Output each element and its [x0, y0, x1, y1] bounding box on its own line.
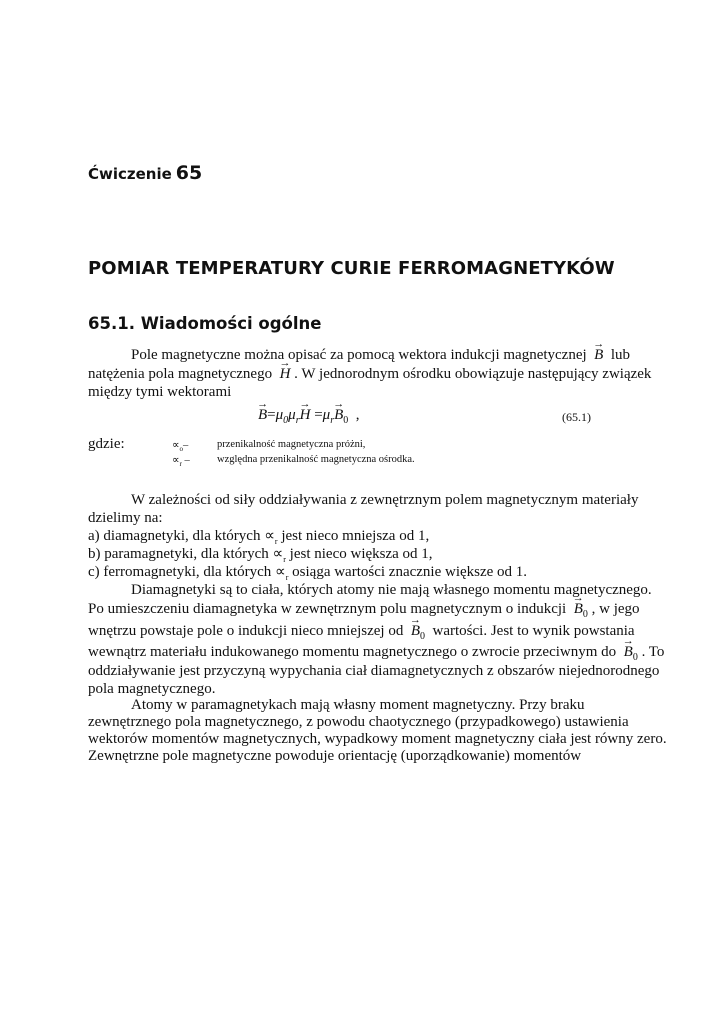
para3-line3-text: wnętrzu powstaje pole o indukcji nieco mniejszej od: [88, 623, 404, 639]
para1-line1-text: Pole magnetyczne można opisać za pomocą wektora indukcji magnetycznej: [131, 347, 587, 363]
para1-line2-tail: . W jednorodnym ośrodku obowiązuje następujący związek: [294, 366, 652, 382]
para3-line1: Diamagnetyki są to ciała, których atomy nie mają własnego momentu magnetycznego.: [131, 582, 652, 598]
list-marker: a): [88, 528, 100, 544]
equation-number: (65.1): [562, 410, 591, 424]
definition-mu0: przenikalność magnetyczna próżni,: [217, 439, 366, 450]
section-heading: 65.1. Wiadomości ogólne: [88, 314, 322, 333]
vector-b0-symbol: → B: [574, 600, 583, 618]
list-item-tail: osiąga wartości znacznie większe od 1.: [292, 564, 528, 580]
para1-line2: [88, 365, 651, 383]
list-item-c: c) ferromagnetyki, dla których $\propto_r$ osiąga wartości znacznie większe od 1.: [88, 564, 528, 582]
list-item-b: b) paramagnetyki, dla których $\propto_r$ jest nieco większa od 1,: [88, 546, 433, 564]
list-item-tail: jest nieco mniejsza od 1,: [281, 528, 430, 544]
where-label: gdzie:: [88, 436, 125, 452]
para1-line1-tail: lub: [610, 347, 630, 363]
para4-line3: wektorów momentów magnetycznych, wypadkowy moment magnetyczny ciała jest równy zero.: [88, 731, 667, 747]
para3-line2: Po umieszczeniu diamagnetyka w zewnętrznym polu magnetycznym o indukcji → $B_0$ , w jego: [88, 600, 640, 624]
para3-line2-tail: , w jego: [591, 601, 640, 617]
symbol-mur: $\propto_r$ –: [172, 455, 190, 469]
para3-line4: wewnątrz materiału indukowanego momentu magnetycznego o zwrocie przeciwnym do → $B_0$ . To: [88, 643, 664, 667]
para3-line6: pola magnetycznego.: [88, 681, 216, 697]
page-title: POMIAR TEMPERATURY CURIE FERROMAGNETYKÓW: [88, 258, 615, 279]
exercise-label: Ćwiczenie: [88, 165, 172, 183]
para3-line2-text: Po umieszczeniu diamagnetyka w zewnętrznym polu magnetycznym o indukcji: [88, 601, 567, 617]
para1-line3: między tymi wektorami: [88, 384, 232, 400]
vector-b0-symbol: → B: [411, 622, 420, 640]
list-marker: b): [88, 546, 101, 562]
list-marker: c): [88, 564, 100, 580]
para2-line2: dzielimy na:: [88, 510, 163, 526]
list-item-text: paramagnetyki, dla których: [104, 546, 269, 562]
para1-line2-text: natężenia pola magnetycznego: [88, 366, 273, 382]
vector-h-symbol: → H: [280, 365, 291, 383]
list-item-text: diamagnetyki, dla których: [103, 528, 261, 544]
list-item-text: ferromagnetyki, dla których: [103, 564, 272, 580]
para1-line1: [131, 346, 630, 364]
para3-line3: wnętrzu powstaje pole o indukcji nieco mniejszej od → $B_0$ wartości. Jest to wynik powstania: [88, 622, 635, 646]
para2-line1: W zależności od siły oddziaływania z zewnętrznym polem magnetycznym materiały: [131, 492, 639, 508]
definition-mur: względna przenikalność magnetyczna ośrodka.: [217, 454, 415, 465]
exercise-heading: [88, 162, 202, 184]
vector-b0-symbol: → B: [624, 643, 633, 661]
equation-65-1: → $B=\mu_0\mu_r\to H =\mu_r\to B_0$ ,: [258, 406, 360, 430]
para3-line4-tail: . To: [641, 644, 665, 660]
vector-b-symbol: → B: [594, 346, 603, 364]
exercise-number: 65: [175, 162, 203, 184]
para4-line2: zewnętrznego pola magnetycznego, z powodu chaotycznego (przypadkowego) ustawienia: [88, 714, 629, 730]
symbol-mu0: $\propto_o-$: [172, 440, 189, 454]
para3-line4-text: wewnątrz materiału indukowanego momentu magnetycznego o zwrocie przeciwnym do: [88, 644, 617, 660]
para4-line4: Zewnętrzne pole magnetyczne powoduje orientację (uporządkowanie) momentów: [88, 748, 582, 764]
para3-line3-tail: wartości. Jest to wynik powstania: [432, 623, 635, 639]
para3-line5: oddziaływanie jest przyczyną wypychania ciał diamagnetycznych z obszarów niejednorodnego: [88, 663, 660, 679]
para4-line1: Atomy w paramagnetykach mają własny moment magnetyczny. Przy braku: [131, 697, 585, 713]
list-item-a: a) diamagnetyki, dla których $\propto_r$ jest nieco mniejsza od 1,: [88, 528, 430, 546]
list-item-tail: jest nieco większa od 1,: [289, 546, 433, 562]
